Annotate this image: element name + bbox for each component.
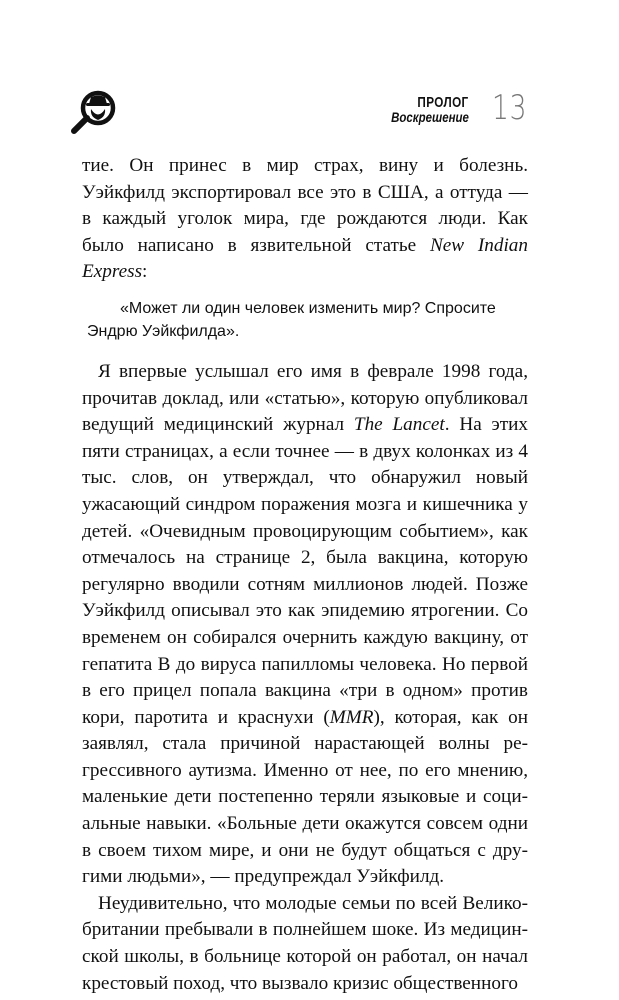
paragraph-1-colon: :: [142, 261, 148, 283]
quote-line-2: Эндрю Уэйкфилда».: [87, 322, 240, 340]
paragraph-2-text-c: ), которая, как он заявлял, стала причиной нарастающей волны регрессивного аутизма. Именно от нее, по его мнению, маленькие дети постепенно теряли языковые и социальные навыки. «Больные дети окажутся совсем одни в своем тихом мире, и они не будут общаться с другими людьми», — предупреждал Уэйкфилд.: [82, 706, 528, 888]
page-number: 13: [491, 88, 527, 128]
paragraph-3: [82, 891, 528, 997]
paragraph-1-text: тие. Он принес в мир страх, вину и болезнь. Уэйкфилд экспортировал все это в США, а оттуда — в каждый уголок мира, где рождаются люди. Как было написано в язвительной статье: [82, 155, 528, 256]
paragraph-2: [82, 359, 528, 891]
paragraph-3-text: Неудивительно, что молодые семьи по всей Великобритании пребывали в полнейшем шоке. Из медицинской школы, в больнице которой он работал, он начал крестовый поход, что вызвало кризис общественного: [82, 892, 528, 994]
section-label: ПРОЛОГ: [417, 94, 469, 111]
section-subtitle: Воскрешение: [391, 109, 469, 125]
detective-magnifier-icon: [70, 89, 118, 134]
body-text: [82, 153, 528, 997]
quote-line-1: «Может ли один человек изменить мир? Спросите: [120, 299, 496, 317]
paragraph-2-text-a: Я впервые услышал его имя в феврале 1998 года, прочитав доклад, или «статью», которую опубликовал ведущий медицинский журнал: [82, 360, 528, 436]
journal-title: The Lancet: [353, 414, 445, 436]
block-quote: [82, 297, 528, 343]
mmr-abbrev: MMR: [329, 706, 374, 728]
newspaper-title: New Indian Express: [82, 234, 528, 283]
paragraph-2-text-b: . На этих пяти страницах, а если точнее — в двух колонках из 4 тыс. слов, он утверждал, что обнаружил новый ужасающий синдром поражения мозга и кишечника у детей. «Очевидным провоцирующим событием», как отмечалось на странице 2, была вакцина, которую регулярно вводили сотням миллионов людей. Позже Уэйкфилд описывал это как эпидемию ятрогении. Со временем он собирался очернить каждую вакцину, от гепатита В до вируса папилломы человека. Но первой в его прицел попала вакцина «три в одном» против кори, паротита и краснухи (: [82, 414, 529, 728]
paragraph-1: [82, 153, 528, 286]
